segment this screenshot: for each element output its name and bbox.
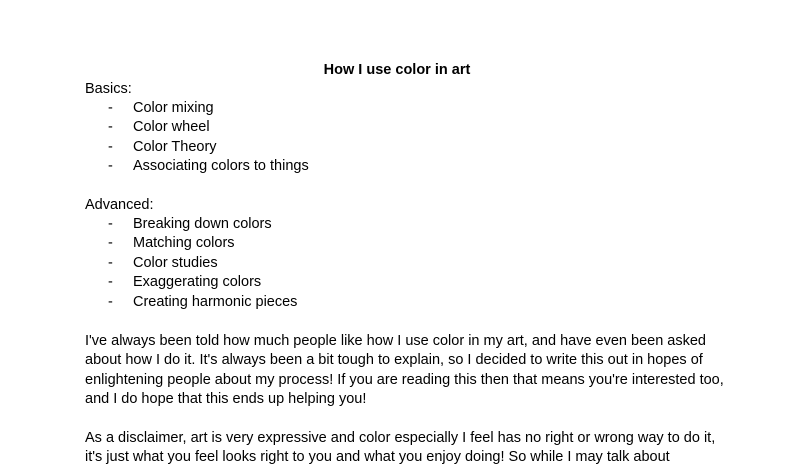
list-item-text: Color Theory: [133, 138, 217, 155]
list-item-text: Color wheel: [133, 119, 210, 136]
disclaimer-paragraph: As a disclaimer, art is very expressive and color especially I feel has no right or wrong way to do it, it's just what you feel looks right to you and what you enjoy doing! So while I may talk about: [85, 430, 716, 466]
list-item-text: Exaggerating colors: [133, 274, 262, 291]
list-item-text: Color studies: [133, 254, 218, 271]
list-dash: -: [108, 100, 113, 116]
list-item-text: Associating colors to things: [133, 158, 309, 175]
list-item-text: Matching colors: [133, 235, 235, 252]
list-dash: -: [108, 138, 113, 155]
list-dash: -: [108, 216, 113, 232]
basics-heading: Basics:: [85, 81, 132, 97]
list-dash: -: [108, 119, 113, 136]
list-dash: -: [108, 254, 113, 271]
list-item-text: Breaking down colors: [133, 216, 272, 232]
list-dash: -: [108, 235, 113, 252]
list-item-text: Creating harmonic pieces: [133, 293, 298, 310]
advanced-heading: Advanced:: [85, 197, 154, 213]
list-dash: -: [108, 293, 113, 310]
list-item-text: Color mixing: [133, 100, 214, 116]
list-dash: -: [108, 274, 113, 291]
document-title: How I use color in art: [323, 62, 471, 78]
intro-paragraph: I've always been told how much people like how I use color in my art, and have even been asked about how I do it. It's always been a bit tough to explain, so I decided to write this out in hopes of enlightening people about my process! If you are reading this then that means you're interested too, and I do hope that this ends up helping you!: [85, 333, 724, 407]
list-dash: -: [108, 158, 113, 175]
